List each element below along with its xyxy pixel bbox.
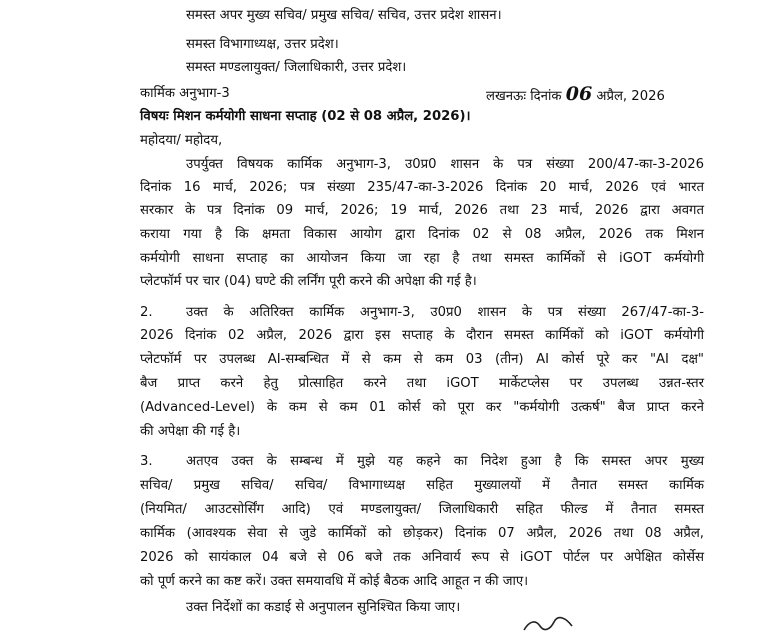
place-date (486, 84, 665, 107)
para3-line-4: कार्मिक (आवश्यक सेवा से जुडे कार्मिकों को छोड़कर) दिनांक 07 अप्रैल, 2026 तथा 08 अप्रैल, (140, 526, 704, 541)
para2-number: 2. (140, 305, 153, 320)
para3-line-5: 2026 को सायंकाल 04 बजे से 06 बजे तक अनिवार्य रूप से iGOT पोर्टल पर अपेक्षित कोर्सेस (140, 550, 704, 565)
place-date-prefix: लखनऊः दिनांक (486, 89, 562, 104)
para1-line-3: सरकार के पत्र दिनांक 09 मार्च, 2026; 19 मार्च, 2026 तथा 23 मार्च, 2026 द्वारा अवगत (140, 203, 704, 218)
para3-number: 3. (140, 454, 153, 469)
para2-line-1: उक्त के अतिरिक्त कार्मिक अनुभाग-3, उ0प्र0 शासन के पत्र संख्या 267/47-का-3- (186, 305, 704, 320)
para1-line-1: उपर्युक्त विषयक कार्मिक अनुभाग-3, उ0प्र0 शासन के पत्र संख्या 200/47-का-3-2026 (186, 157, 704, 172)
closing-line: उक्त निर्देशों का कडाई से अनुपालन सुनिश्चित किया जाए। (186, 600, 461, 615)
para3-line-6: को पूर्ण करने का कष्ट करें। उक्त समयावधि में कोई बैठक आदि आहूत न की जाए। (140, 574, 529, 589)
para2-line-3: प्लेटफॉर्म पर उपलब्ध AI-सम्बन्धित में से कम से कम 03 (तीन) AI कोर्स पूरे कर "AI दक्ष" (140, 352, 704, 367)
para3-line-2: सचिव/ प्रमुख सचिव/ सचिव/ विभागाध्यक्ष सहित मुख्यालयों में तैनात समस्त कार्मिक (140, 478, 704, 493)
addressee-1: समस्त अपर मुख्य सचिव/ प्रमुख सचिव/ सचिव, उत्तर प्रदेश शासन। (186, 8, 502, 23)
para1-line-5: कर्मयोगी साधना सप्ताह का आयोजन किया जा रहा है तथा समस्त कार्मिकों से iGOT कर्मयोगी (140, 251, 704, 266)
para2-line-5: (Advanced-Level) के कम से कम 01 कोर्स को पूरा कर "कर्मयोगी उत्कर्ष" बैज प्राप्त करने (140, 400, 704, 415)
para3-line-1: अतएव उक्त के सम्बन्ध में मुझे यह कहने का निदेश हुआ है कि समस्त अपर मुख्य (186, 454, 704, 469)
para2-line-4: बैज प्राप्त करने हेतु प्रोत्साहित करने तथा iGOT मार्केटप्लेस पर उपलब्ध उन्नत-स्तर (140, 376, 704, 391)
para2-line-2: 2026 दिनांक 02 अप्रैल, 2026 द्वारा इस सप्ताह के दौरान समस्त कार्मिकों को iGOT कर्मयोगी (140, 328, 704, 343)
para1-line-4: कराया गया है कि क्षमता विकास आयोग द्वारा दिनांक 02 से 08 अप्रैल, 2026 तक मिशन (140, 227, 704, 242)
subject-line: विषयः मिशन कर्मयोगी साधना सप्ताह (02 से 08 अप्रैल, 2026)। (140, 109, 471, 124)
para1-line-2: दिनांक 16 मार्च, 2026; पत्र संख्या 235/47-का-3-2026 दिनांक 20 मार्च, 2026 एवं भारत (140, 180, 704, 195)
handwritten-day: 06 (565, 83, 593, 105)
para2-line-6: की अपेक्षा की गई है। (140, 424, 241, 439)
section-name: कार्मिक अनुभाग-3 (140, 86, 230, 101)
para1-line-6: प्लेटफॉर्म पर चार (04) घण्टे की लर्निंग पूरी करने की अपेक्षा की गई है। (140, 274, 477, 289)
addressee-3: समस्त मण्डलायुक्त/ जिलाधिकारी, उत्तर प्रदेश। (186, 60, 407, 75)
addressee-2: समस्त विभागाध्यक्ष, उत्तर प्रदेश। (186, 37, 339, 52)
date-month-year: अप्रैल, 2026 (596, 89, 665, 104)
salutation: महोदया/ महोदय, (140, 133, 223, 148)
para3-line-3: (नियमित/ आउटसोर्सिंग आदि) एवं मण्डलायुक्त/ जिलाधिकारी सहित फील्ड में तैनात समस्त (140, 502, 704, 517)
